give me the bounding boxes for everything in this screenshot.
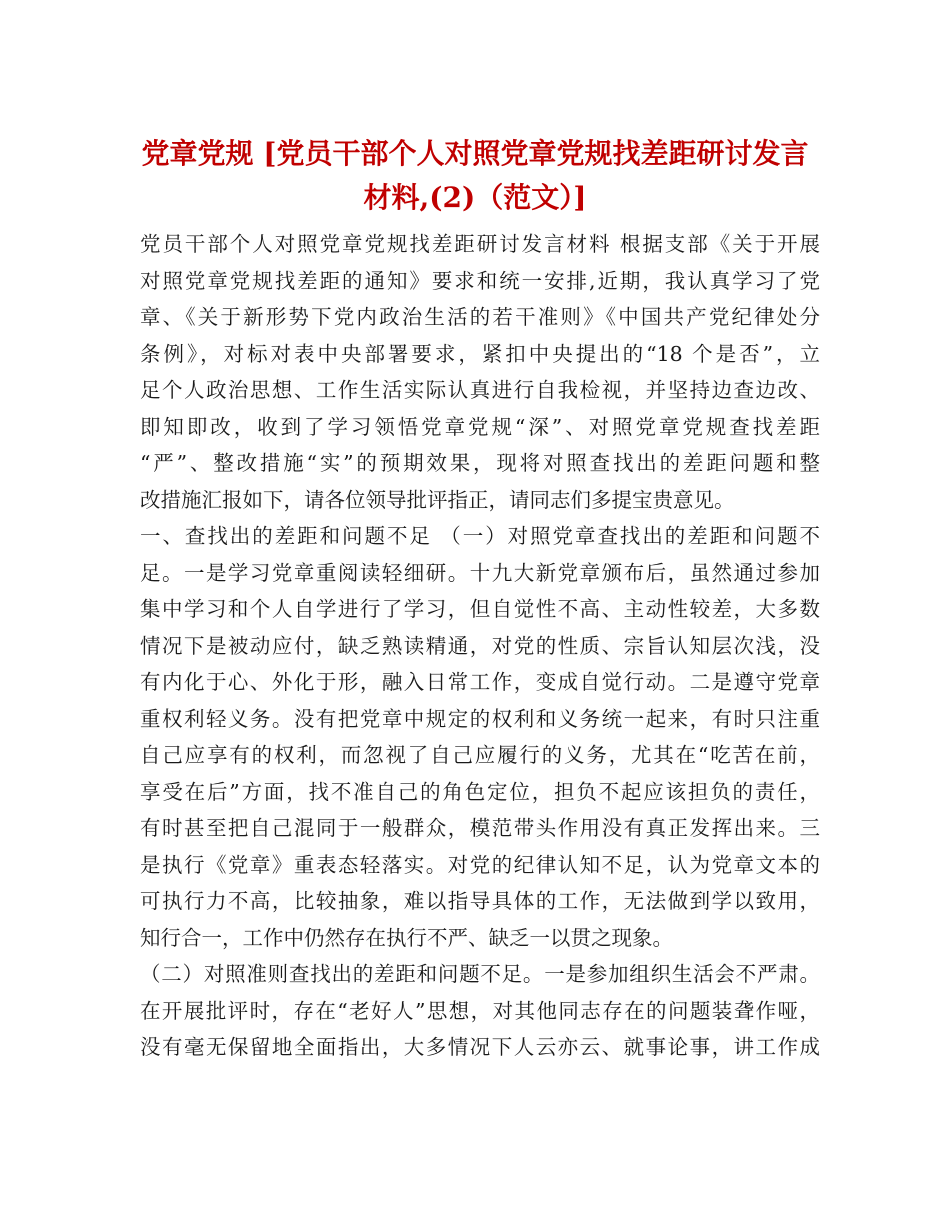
- body-line: 在开展批评时，存在“老好人”思想，对其他同志存在的问题装聋作哑，: [140, 998, 820, 1023]
- body-line: 一、查找出的差距和问题不足 （一）对照党章查找出的差距和问题不: [140, 524, 820, 548]
- document-title-line-2: 材料,(2)（范文）]: [363, 181, 587, 214]
- body-line: 重权利轻义务。没有把党章中规定的权利和义务统一起来，有时只注重: [140, 706, 820, 731]
- body-line: 有时甚至把自己混同于一般群众，模范带头作用没有真正发挥出来。三: [140, 816, 820, 840]
- body-line: 条例》，对标对表中央部署要求，紧扣中央提出的“18 个是否”，立: [140, 341, 820, 366]
- body-line: 享受在后”方面，找不准自己的角色定位，担负不起应该担负的责任，: [140, 779, 820, 804]
- body-line: 集中学习和个人自学进行了学习，但自觉性不高、主动性较差，大多数: [140, 597, 820, 621]
- body-line: （二）对照准则查找出的差距和问题不足。一是参加组织生活会不严肃。: [140, 962, 820, 986]
- body-line: 章、《关于新形势下党内政治生活的若干准则》《中国共产党纪律处分: [140, 305, 820, 329]
- body-line: 没有毫无保留地全面指出，大多情况下人云亦云、就事论事，讲工作成: [140, 1035, 820, 1059]
- body-line: 自己应享有的权利，而忽视了自己应履行的义务，尤其在“吃苦在前，: [140, 743, 820, 767]
- body-line: 可执行力不高，比较抽象，难以指导具体的工作，无法做到学以致用，: [140, 889, 820, 913]
- body-line: 改措施汇报如下，请各位领导批评指正，请同志们多提宝贵意见。: [140, 487, 735, 512]
- body-line: 足个人政治思想、工作生活实际认真进行自我检视，并坚持边查边改、: [140, 378, 820, 402]
- body-line: 情况下是被动应付，缺乏熟读精通，对党的性质、宗旨认知层次浅，没: [140, 633, 820, 658]
- body-line: 足。一是学习党章重阅读轻细研。十九大新党章颁布后，虽然通过参加: [140, 560, 820, 585]
- body-line: 是执行《党章》重表态轻落实。对党的纪律认知不足，认为党章文本的: [140, 852, 820, 877]
- body-line: 党员干部个人对照党章党规找差距研讨发言材料 根据支部《关于开展: [140, 232, 820, 256]
- body-line: 即知即改，收到了学习领悟党章党规“深”、对照党章党规查找差距: [140, 414, 820, 439]
- body-line: 对照党章党规找差距的通知》要求和统一安排,近期，我认真学习了党: [140, 268, 820, 293]
- body-line: “严”、整改措施“实”的预期效果，现将对照查找出的差距问题和整: [140, 451, 820, 475]
- document-body: [140, 226, 820, 1066]
- body-line: 知行合一，工作中仍然存在执行不严、缺乏一以贯之现象。: [140, 925, 673, 950]
- document-title-line-1: 党章党规 [党员干部个人对照党章党规找差距研讨发言: [141, 137, 809, 170]
- body-line: 有内化于心、外化于形，融入日常工作，变成自觉行动。二是遵守党章: [140, 670, 820, 694]
